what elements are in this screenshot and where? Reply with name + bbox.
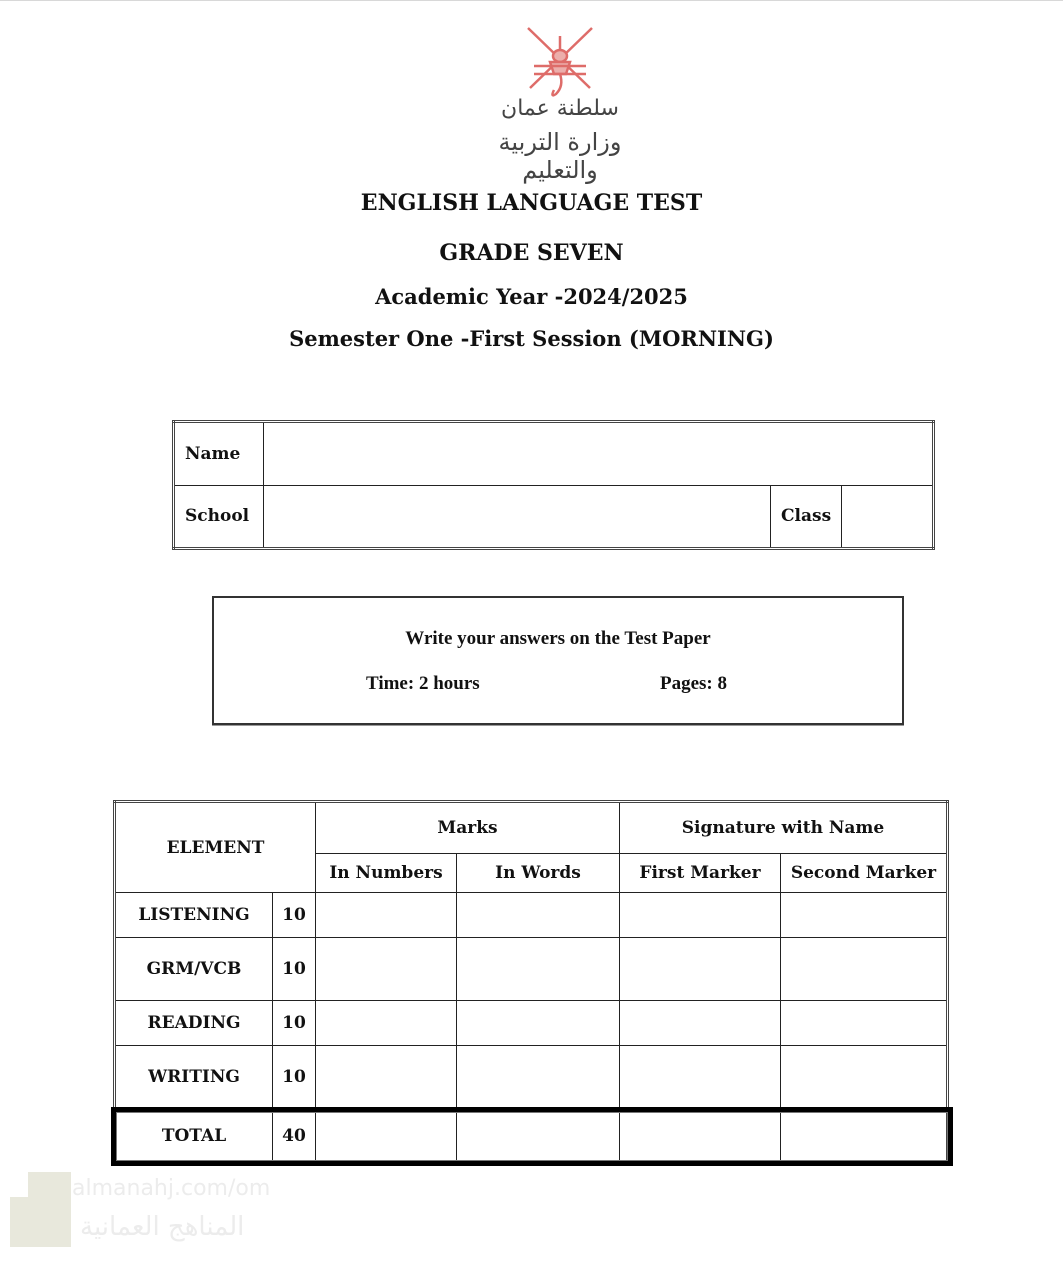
in-numbers-cell[interactable]: [316, 938, 457, 1001]
element-name: WRITING: [115, 1046, 273, 1109]
watermark-arabic: المناهج العمانية: [80, 1212, 245, 1242]
element-max: 10: [273, 1001, 316, 1046]
in-numbers-cell[interactable]: [316, 893, 457, 938]
element-max: 10: [273, 893, 316, 938]
signature-header: Signature with Name: [620, 802, 948, 854]
in-numbers-cell[interactable]: [316, 1046, 457, 1109]
second-marker-cell[interactable]: [781, 1046, 948, 1109]
first-marker-cell[interactable]: [620, 938, 781, 1001]
class-field[interactable]: [842, 485, 934, 549]
element-name: LISTENING: [115, 893, 273, 938]
session-title: Semester One -First Session (MORNING): [289, 326, 774, 351]
table-row: [115, 1046, 948, 1109]
total-in-numbers-cell[interactable]: [316, 1109, 457, 1164]
total-max: 40: [273, 1109, 316, 1164]
watermark-url: almanahj.com/om: [72, 1176, 271, 1201]
first-marker-header: First Marker: [620, 854, 781, 893]
element-name: GRM/VCB: [115, 938, 273, 1001]
element-header: ELEMENT: [115, 802, 316, 893]
element-max: 10: [273, 1046, 316, 1109]
in-words-cell[interactable]: [457, 893, 620, 938]
second-marker-cell[interactable]: [781, 893, 948, 938]
class-label: Class: [771, 485, 842, 549]
in-words-cell[interactable]: [457, 1001, 620, 1046]
academic-year: Academic Year -2024/2025: [375, 284, 688, 309]
total-row: [115, 1109, 948, 1164]
instructions-box: [212, 596, 904, 725]
second-marker-cell[interactable]: [781, 938, 948, 1001]
watermark-logo-block: [10, 1197, 50, 1247]
grade-title: GRADE SEVEN: [439, 240, 624, 266]
total-in-words-cell[interactable]: [457, 1109, 620, 1164]
table-row: [115, 893, 948, 938]
time-info: Time: 2 hours: [366, 673, 480, 694]
name-label: Name: [174, 422, 264, 486]
total-first-marker-cell[interactable]: [620, 1109, 781, 1164]
second-marker-header: Second Marker: [781, 854, 948, 893]
in-words-header: In Words: [457, 854, 620, 893]
student-info-table: [172, 420, 935, 550]
instruction-line: Write your answers on the Test Paper: [405, 628, 711, 649]
pages-info: Pages: 8: [660, 673, 728, 694]
first-marker-cell[interactable]: [620, 893, 781, 938]
element-max: 10: [273, 938, 316, 1001]
school-field[interactable]: [264, 485, 771, 549]
table-row: [115, 938, 948, 1001]
table-row: [115, 1001, 948, 1046]
first-marker-cell[interactable]: [620, 1001, 781, 1046]
element-name: READING: [115, 1001, 273, 1046]
total-second-marker-cell[interactable]: [781, 1109, 948, 1164]
marks-table: [113, 800, 949, 1165]
ministry-logo: [470, 22, 650, 184]
school-label: School: [174, 485, 264, 549]
logo-arabic-line2: وزارة التربية والتعليم: [498, 128, 622, 184]
in-words-cell[interactable]: [457, 938, 620, 1001]
in-numbers-header: In Numbers: [316, 854, 457, 893]
second-marker-cell[interactable]: [781, 1001, 948, 1046]
first-marker-cell[interactable]: [620, 1046, 781, 1109]
logo-arabic-line1: سلطنة عمان: [501, 96, 619, 121]
in-numbers-cell[interactable]: [316, 1001, 457, 1046]
test-title: ENGLISH LANGUAGE TEST: [360, 190, 703, 216]
page-top-border: [0, 0, 1063, 1]
in-words-cell[interactable]: [457, 1046, 620, 1109]
total-label: TOTAL: [115, 1109, 273, 1164]
marks-header: Marks: [316, 802, 620, 854]
name-field[interactable]: [264, 422, 934, 486]
